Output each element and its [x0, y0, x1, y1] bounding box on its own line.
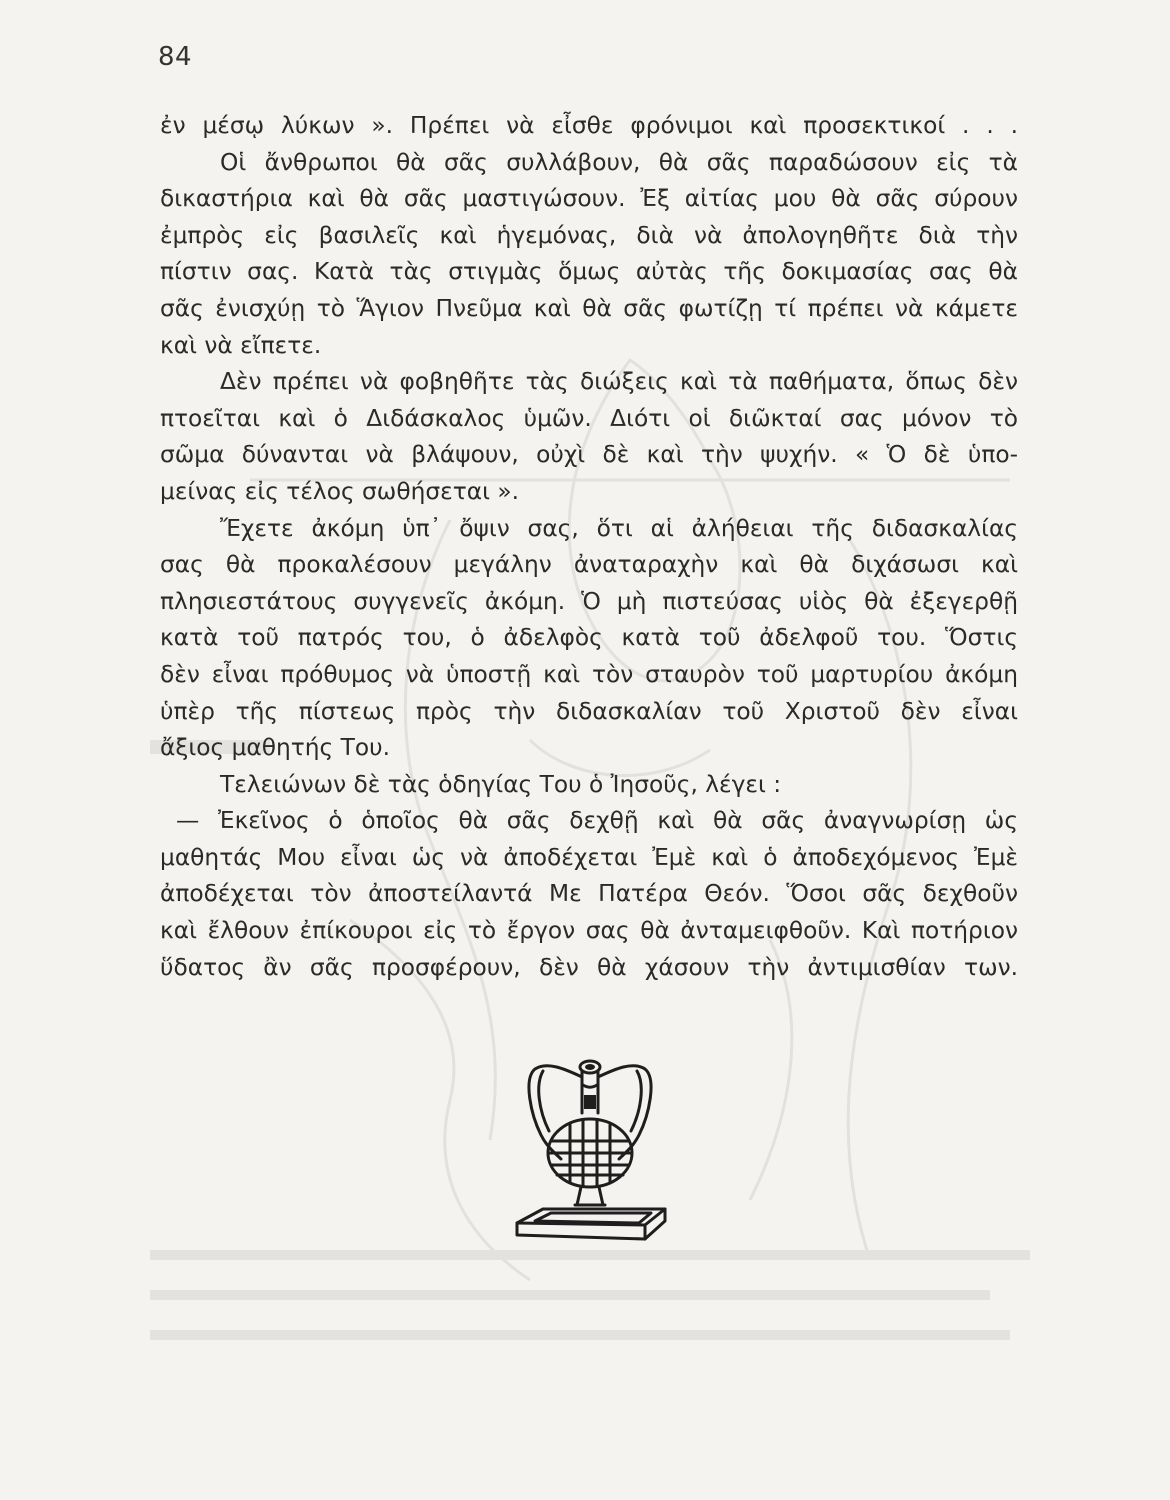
text-line: σας θὰ προκαλέσουν μεγάλην ἀναταραχὴν καὶ θὰ διχάσωσι καὶ: [160, 551, 1018, 579]
text-line: ἐμπρὸς εἰς βασιλεῖς καὶ ἡγεμόνας, διὰ νὰ ἀπολογηθῆτε διὰ τὴν: [160, 221, 1018, 249]
text-line: δὲν εἶναι πρόθυμος νὰ ὑποστῇ καὶ τὸν σταυρὸν τοῦ μαρτυρίου ἀκόμη: [160, 660, 1018, 688]
text-line: πίστιν σας. Κατὰ τὰς στιγμὰς ὅμως αὐτὰς τῆς δοκιμασίας σας θὰ: [160, 258, 1018, 286]
text-line: μείνας εἰς τέλος σωθήσεται ».: [160, 477, 520, 505]
text-line: πλησιεστάτους συγγενεῖς ἀκόμη. Ὁ μὴ πιστεύσας υἱὸς θὰ ἐξεγερθῇ: [160, 587, 1018, 615]
text-line: καὶ ἔλθουν ἐπίκουροι εἰς τὸ ἔργον σας θὰ ἀνταμειφθοῦν. Καὶ ποτήριον: [160, 917, 1018, 945]
text-line: Ἔχετε ἀκόμη ὑπ᾿ ὄψιν σας, ὅτι αἱ ἀλήθειαι τῆς διδασκαλίας: [220, 514, 1018, 542]
text-line: σᾶς ἐνισχύῃ τὸ Ἅγιον Πνεῦμα καὶ θὰ σᾶς φωτίζῃ τί πρέπει νὰ κάμετε: [160, 294, 1018, 322]
text-line: καὶ νὰ εἴπετε.: [160, 331, 322, 359]
text-line: ὕδατος ἂν σᾶς προσφέρουν, δὲν θὰ χάσουν τὴν ἀντιμισθίαν των.: [160, 953, 1018, 981]
text-line: μαθητάς Μου εἶναι ὡς νὰ ἀποδέχεται Ἐμὲ καὶ ὁ ἀποδεχόμενος Ἐμὲ: [160, 843, 1018, 871]
text-line: δικαστήρια καὶ θὰ σᾶς μαστιγώσουν. Ἐξ αἰτίας μου θὰ σᾶς σύρουν: [160, 185, 1018, 213]
text-line: Τελειώνων δὲ τὰς ὁδηγίας Του ὁ Ἰησοῦς, λέγει :: [220, 770, 782, 798]
text-line: ἐν μέσῳ λύκων ». Πρέπει νὰ εἶσθε φρόνιμοι καὶ προσεκτικοί . . .: [160, 112, 1018, 139]
text-line: ἄξιος μαθητής Του.: [160, 734, 390, 762]
text-line: ὑπὲρ τῆς πίστεως πρὸς τὴν διδασκαλίαν τοῦ Χριστοῦ δὲν εἶναι: [160, 697, 1018, 725]
text-line: — Ἐκεῖνος ὁ ὁποῖος θὰ σᾶς δεχθῇ καὶ θὰ σᾶς ἀναγνωρίσῃ ὡς: [176, 807, 1018, 835]
text-line: κατὰ τοῦ πατρός του, ὁ ἀδελφὸς κατὰ τοῦ ἀδελφοῦ του. Ὅστις: [160, 624, 1018, 652]
text-line: πτοεῖται καὶ ὁ Διδάσκαλος ὑμῶν. Διότι οἱ διῶκταί σας μόνον τὸ: [160, 404, 1018, 432]
text-line: ἀποδέχεται τὸν ἀποστείλαντά Με Πατέρα Θεόν. Ὅσοι σᾶς δεχθοῦν: [160, 880, 1018, 908]
page-number: 84: [158, 42, 193, 72]
body-text: [160, 108, 1018, 986]
amphora-vase-icon: [495, 1055, 685, 1255]
text-line: Δὲν πρέπει νὰ φοβηθῆτε τὰς διώξεις καὶ τὰ παθήματα, ὅπως δὲν: [220, 368, 1018, 396]
text-line: σῶμα δύνανται νὰ βλάψουν, οὐχὶ δὲ καὶ τὴν ψυχήν. « Ὁ δὲ ὑπο-: [160, 441, 1018, 469]
text-line: Οἱ ἄνθρωποι θὰ σᾶς συλλάβουν, θὰ σᾶς παραδώσουν εἰς τὰ: [220, 148, 1018, 176]
